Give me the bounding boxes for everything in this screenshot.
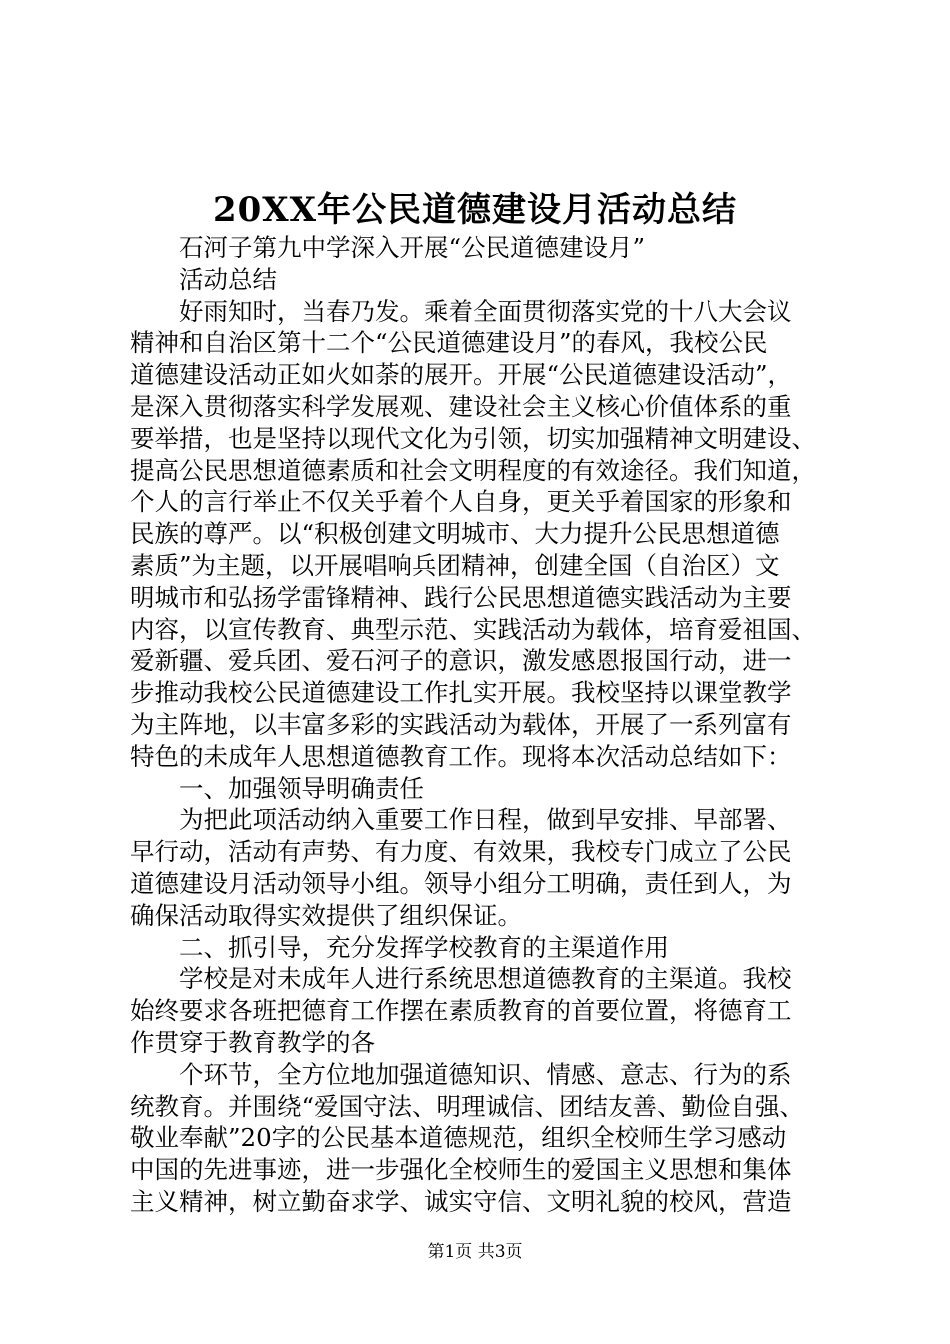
body-line: 素质”为主题，以开展唱响兵团精神，创建全国（自治区）文 — [130, 550, 780, 580]
body-line: 石河子第九中学深入开展“公民道德建设月” — [179, 233, 646, 262]
body-line: 确保活动取得实效提供了组织保证。 — [130, 900, 522, 930]
body-line: 步推动我校公民道德建设工作扎实开展。我校坚持以课堂教学 — [130, 678, 792, 708]
page-footer: 第1页 共3页 — [427, 1242, 523, 1262]
body-line: 特色的未成年人思想道德教育工作。现将本次活动总结如下： — [130, 741, 792, 771]
body-line: 是深入贯彻落实科学发展观、建设社会主义核心价值体系的重 — [130, 391, 792, 421]
document-title: 20XX年公民道德建设月活动总结 — [212, 190, 738, 230]
body-line: 道德建设活动正如火如荼的展开。开展“公民道德建设活动”， — [130, 360, 793, 390]
body-line: 为把此项活动纳入重要工作日程，做到早安排、早部署、 — [179, 805, 792, 835]
body-line: 敬业奉献”20字的公民基本道德规范，组织全校师生学习感动 — [130, 1123, 787, 1153]
body-line: 中国的先进事迹，进一步强化全校师生的爱国主义思想和集体 — [130, 1155, 792, 1185]
body-line: 好雨知时，当春乃发。乘着全面贯彻落实党的十八大会议 — [179, 296, 792, 326]
body-line: 精神和自治区第十二个“公民道德建设月”的春风，我校公民 — [130, 328, 768, 358]
body-line: 道德建设月活动领导小组。领导小组分工明确，责任到人，为 — [130, 868, 792, 898]
body-line: 提高公民思想道德素质和社会文明程度的有效途径。我们知道， — [130, 455, 816, 485]
body-line: 明城市和弘扬学雷锋精神、践行公民思想道德实践活动为主要 — [130, 582, 792, 612]
body-line: 一、加强领导明确责任 — [179, 773, 424, 803]
body-line: 个人的言行举止不仅关乎着个人自身，更关乎着国家的形象和 — [130, 487, 792, 517]
body-line: 学校是对未成年人进行系统思想道德教育的主渠道。我校 — [179, 964, 792, 994]
document-body — [130, 232, 850, 1218]
body-line: 内容，以宣传教育、典型示范、实践活动为载体，培育爱祖国、 — [130, 614, 816, 644]
body-line: 个环节，全方位地加强道德知识、情感、意志、行为的系 — [179, 1059, 792, 1089]
body-line: 活动总结 — [179, 264, 277, 294]
body-line: 为主阵地，以丰富多彩的实践活动为载体，开展了一系列富有 — [130, 709, 792, 739]
body-line: 要举措，也是坚持以现代文化为引领，切实加强精神文明建设、 — [130, 423, 816, 453]
body-line: 作贯穿于教育教学的各 — [130, 1027, 375, 1057]
body-line: 早行动，活动有声势、有力度、有效果，我校专门成立了公民 — [130, 837, 792, 867]
body-line: 主义精神，树立勤奋求学、诚实守信、文明礼貌的校风，营造 — [130, 1186, 792, 1216]
body-line: 统教育。并围绕“爱国守法、明理诚信、团结友善、勤俭自强、 — [130, 1091, 805, 1121]
body-line: 民族的尊严。以“积极创建文明城市、大力提升公民思想道德 — [130, 519, 780, 549]
body-line: 始终要求各班把德育工作摆在素质教育的首要位置，将德育工 — [130, 996, 792, 1026]
body-line: 爱新疆、爱兵团、爱石河子的意识，激发感恩报国行动，进一 — [130, 646, 792, 676]
body-line: 二、抓引导，充分发挥学校教育的主渠道作用 — [179, 932, 669, 962]
